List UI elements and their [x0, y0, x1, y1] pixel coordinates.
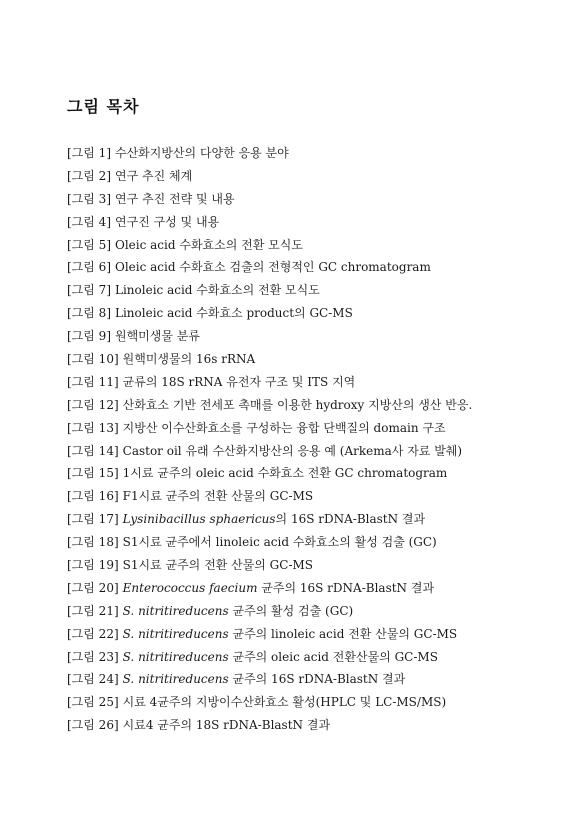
figure-caption-text: 연구 추진 체계	[115, 168, 193, 183]
figure-list-item	[67, 462, 557, 485]
figure-number: [그림 3]	[67, 191, 111, 206]
figure-caption-text: 균주의 활성 검출 (GC)	[228, 603, 354, 618]
figure-list-item	[67, 508, 557, 531]
figure-number: [그림 6]	[67, 260, 111, 275]
figure-number: [그림 5]	[67, 237, 111, 252]
figure-caption-text: 균주의 16S rDNA-BlastN 결과	[228, 672, 406, 687]
figure-caption-text: 시료 4균주의 지방이수산화효소 활성(HPLC 및 LC-MS/MS)	[122, 695, 447, 710]
figure-caption-text: Linoleic acid 수화효소 product의 GC-MS	[115, 306, 353, 321]
figure-list-item	[67, 646, 557, 669]
figure-number: [그림 14]	[67, 443, 119, 458]
figure-caption-text: Oleic acid 수화효소의 전환 모식도	[115, 237, 303, 252]
figure-list-item	[67, 417, 557, 440]
figure-caption-species: S. nitritireducens	[122, 672, 229, 687]
figure-number: [그림 26]	[67, 718, 119, 733]
figure-number: [그림 11]	[67, 374, 119, 389]
figure-caption-text: 원핵미생물의 16s rRNA	[122, 352, 256, 367]
figure-caption-text: F1시료 균주의 전환 산물의 GC-MS	[122, 489, 314, 504]
figure-caption-text: 수산화지방산의 다양한 응용 분야	[115, 146, 289, 160]
figure-number: [그림 17]	[67, 512, 119, 527]
figure-number: [그림 8]	[67, 306, 111, 321]
figure-caption-text: Castor oil 유래 수산화지방산의 응용 예 (Arkema사 자료 발췌)	[122, 443, 463, 458]
figure-caption-species: Enterococcus faecium	[122, 580, 258, 595]
figure-list-item	[67, 302, 557, 325]
figure-list-item	[67, 440, 557, 463]
figure-number: [그림 23]	[67, 649, 119, 664]
page-title: 그림 목차	[67, 97, 140, 116]
figure-number: [그림 2]	[67, 168, 111, 183]
figure-list-item	[67, 211, 557, 234]
figure-list-item	[67, 234, 557, 257]
figure-number: [그림 24]	[67, 672, 119, 687]
figure-caption-text: 원핵미생물 분류	[115, 329, 200, 344]
figure-number: [그림 20]	[67, 580, 119, 595]
figure-list-item	[67, 256, 557, 279]
figure-number: [그림 13]	[67, 420, 119, 435]
figure-number: [그림 19]	[67, 558, 119, 573]
figure-caption-text: 연구진 구성 및 내용	[115, 214, 220, 229]
figure-list-item	[67, 531, 557, 554]
figure-caption-text: 연구 추진 전략 및 내용	[115, 191, 235, 206]
figure-list-item	[67, 394, 557, 417]
figure-caption-text: 균류의 18S rRNA 유전자 구조 및 ITS 지역	[122, 374, 356, 389]
figure-list-item	[67, 691, 557, 714]
figure-list-item	[67, 371, 557, 394]
figure-list-item	[67, 325, 557, 348]
figure-number: [그림 7]	[67, 283, 111, 298]
figure-list-item	[67, 142, 557, 165]
figure-caption-text: Linoleic acid 수화효소의 전환 모식도	[115, 283, 320, 298]
figure-caption-text: S1시료 균주에서 linoleic acid 수화효소의 활성 검출 (GC)	[122, 535, 437, 550]
figure-number: [그림 22]	[67, 626, 119, 641]
figure-number: [그림 15]	[67, 466, 119, 481]
figure-number: [그림 21]	[67, 603, 119, 618]
figure-caption-text: 지방산 이수산화효소를 구성하는 융합 단백질의 domain 구조	[122, 420, 446, 435]
figure-number: [그림 4]	[67, 214, 111, 229]
figure-caption-species: S. nitritireducens	[122, 603, 229, 618]
figure-caption-text: S1시료 균주의 전환 산물의 GC-MS	[122, 558, 314, 573]
figure-list-item	[67, 279, 557, 302]
figure-list-item	[67, 668, 557, 691]
figure-number: [그림 9]	[67, 329, 111, 344]
figure-number: [그림 10]	[67, 352, 119, 367]
figure-number: [그림 16]	[67, 489, 119, 504]
figure-caption-text: 1시료 균주의 oleic acid 수화효소 전환 GC chromatogram	[122, 466, 448, 481]
figure-caption-species: S. nitritireducens	[122, 626, 229, 641]
figure-caption-text: 균주의 oleic acid 전환산물의 GC-MS	[228, 649, 438, 664]
figure-number: [그림 25]	[67, 695, 119, 710]
figure-list	[67, 142, 557, 737]
figure-list-item	[67, 348, 557, 371]
figure-caption-species: S. nitritireducens	[122, 649, 229, 664]
figure-caption-species: Lysinibacillus sphaericus	[122, 512, 276, 527]
figure-caption-text: 균주의 16S rDNA-BlastN 결과	[257, 580, 435, 595]
figure-list-item	[67, 600, 557, 623]
figure-list-item	[67, 623, 557, 646]
figure-number: [그림 1]	[67, 146, 111, 160]
figure-number: [그림 12]	[67, 397, 119, 412]
figure-list-item	[67, 554, 557, 577]
figure-caption-text: Oleic acid 수화효소 검출의 전형적인 GC chromatogram	[115, 260, 431, 275]
figure-list-item	[67, 188, 557, 211]
figure-caption-text: 의 16S rDNA-BlastN 결과	[275, 512, 426, 527]
figure-number: [그림 18]	[67, 535, 119, 550]
figure-list-item	[67, 714, 557, 737]
figure-caption-text: 균주의 linoleic acid 전환 산물의 GC-MS	[228, 626, 458, 641]
figure-caption-text: 산화효소 기반 전세포 촉매를 이용한 hydroxy 지방산의 생산 반응.	[122, 397, 473, 412]
figure-list-item	[67, 485, 557, 508]
figure-list-item	[67, 165, 557, 188]
figure-list-item	[67, 577, 557, 600]
figure-caption-text: 시료4 균주의 18S rDNA-BlastN 결과	[122, 718, 331, 733]
